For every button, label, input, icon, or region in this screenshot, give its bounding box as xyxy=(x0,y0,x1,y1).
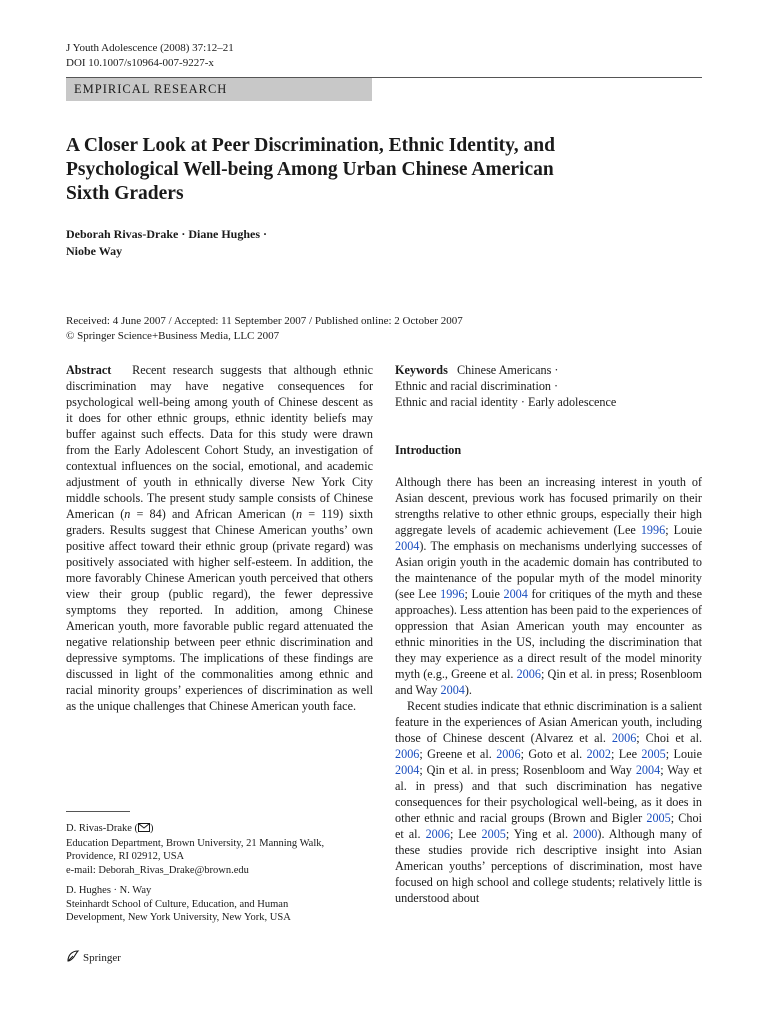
keywords-label: Keywords xyxy=(395,363,448,377)
publisher-footer xyxy=(66,949,121,966)
publisher-name: Springer xyxy=(83,951,121,964)
springer-logo-icon xyxy=(66,949,80,966)
citation-link[interactable]: 2004 xyxy=(440,683,465,697)
intro-text: ; Choi et al. xyxy=(395,811,702,841)
introduction-body xyxy=(395,474,702,906)
citation-link[interactable]: 2006 xyxy=(516,667,541,681)
abstract-label: Abstract xyxy=(66,363,112,377)
intro-text: Recent studies indicate that ethnic discrimination is a salient feature in the experiences of Asian American youth, including those of Chinese descent (Alvarez et al. xyxy=(395,699,702,745)
intro-text: ; Goto et al. xyxy=(520,747,587,761)
affiliation-1-email: e-mail: Deborah_Rivas_Drake@brown.edu xyxy=(66,864,249,876)
intro-paragraph-2 xyxy=(395,698,702,906)
intro-text: ; Way et al. in press) and that such discrimination has negative consequences for their psychological well-being, as it does in other ethnic and racial groups (Brown and Bigler xyxy=(395,763,702,825)
intro-text: ; Louie xyxy=(665,747,702,761)
sample-size-symbol: n xyxy=(124,507,131,521)
keywords-line-1: Chinese Americans · xyxy=(456,363,559,377)
citation-link[interactable]: 2004 xyxy=(395,763,420,777)
copyright-line: © Springer Science+Business Media, LLC 2007 xyxy=(66,330,280,342)
affiliation-2-name: D. Hughes · N. Way xyxy=(66,885,152,896)
abstract-text-1: Recent research suggests that although ethnic discrimination may have negative consequences for psychological well-being among youth of Chinese descent as it does for other ethnic groups, ethnic identity beliefs may buffer against such effects. Data for this study were drawn from the Early Adolescent Cohort Study, an investigation of contextual influences on the social, emotional, and academic adjustment of youth in ethnically diverse New York City middle schools. The present study sample consists of Chinese American ( xyxy=(66,363,373,521)
citation-link[interactable]: 1996 xyxy=(440,587,465,601)
section-banner: EMPIRICAL RESEARCH xyxy=(66,78,372,101)
intro-text: ; Lee xyxy=(449,827,482,841)
citation-link[interactable]: 2006 xyxy=(425,827,450,841)
citation-link[interactable]: 1996 xyxy=(640,523,666,537)
citation-link[interactable]: 2005 xyxy=(481,827,506,841)
sample-size-symbol: n xyxy=(295,507,303,521)
abstract-text-3: = 119) sixth graders. Results suggest that Chinese American youths’ own positive affect toward their ethnic group (private regard) was positively associated with higher self-esteem. In addition, the more favorably Chinese American youth perceived that others view their group (public regard), the fewer depressive symptoms they reported. In addition, among Chinese American youth, more favorable public regard attenuated the negative relationship between peer ethnic discrimination and depressive symptoms. The implications of these findings are discussed in light of the commonalities among ethnic and racial minority groups’ experiences of discrimination as well as the unique challenges that Chinese American youth face. xyxy=(66,507,374,713)
journal-header xyxy=(66,41,234,71)
affiliation-2 xyxy=(66,884,291,925)
intro-text: ; Greene et al. xyxy=(419,747,497,761)
abstract xyxy=(66,362,373,714)
intro-text: Although there has been an increasing interest in youth of Asian descent, previous work has focused primarily on their strengths relative to other ethnic groups, especially their high aggregate levels of academic achievement (Lee xyxy=(395,475,702,537)
citation-link[interactable]: 2000 xyxy=(573,827,598,841)
article-title: A Closer Look at Peer Discrimination, Ethnic Identity, and Psychological Well-being Among Urban Chinese American Sixth Graders xyxy=(66,135,555,204)
intro-text: ). Although many of these studies provide rich descriptive insight into Asian American youths’ perceptions of discrimination, most have focused on high school and college students; relatively little is understood about xyxy=(395,827,702,905)
intro-text: ; Louie xyxy=(464,587,504,601)
affiliation-2-address-2: Development, New York University, New York, USA xyxy=(66,912,291,923)
citation-link[interactable]: 2006 xyxy=(496,747,521,761)
footnote-rule xyxy=(66,811,130,812)
intro-paragraph-1 xyxy=(395,474,702,698)
journal-citation: J Youth Adolescence (2008) 37:12–21 xyxy=(66,42,234,54)
intro-text: ; Louie xyxy=(665,523,702,537)
citation-link[interactable]: 2006 xyxy=(611,731,637,745)
citation-link[interactable]: 2004 xyxy=(635,763,661,777)
keywords-line-3: Ethnic and racial identity · Early adolescence xyxy=(395,395,617,409)
intro-text: ; Qin et al. in press; Rosenbloom and Way xyxy=(395,667,702,697)
affiliation-1-address-2: Providence, RI 02912, USA xyxy=(66,851,185,862)
publication-history xyxy=(66,314,463,344)
intro-text: ). The emphasis on mechanisms underlying successes of Asian origin youth in the academic domain has contributed to the maintenance of the popular myth of the model minority (see Lee xyxy=(395,539,702,601)
affiliation-1: D. Rivas-Drake ( ) Education Department, Brown University, 21 Manning Walk, Providence, RI 02912, USA e-mail: Deborah_Rivas_Drake@brown.edu xyxy=(66,823,325,876)
citation-link[interactable]: 2004 xyxy=(395,539,420,553)
introduction-heading: Introduction xyxy=(395,443,462,457)
affiliation-1-name: D. Rivas-Drake ( xyxy=(66,823,139,834)
keywords-line-2: Ethnic and racial discrimination · xyxy=(395,379,559,393)
citation-link[interactable]: 2005 xyxy=(641,747,666,761)
affiliation-1-address-1: Education Department, Brown University, 21 Manning Walk, xyxy=(66,837,325,849)
keywords xyxy=(395,362,705,410)
dates-line: Received: 4 June 2007 / Accepted: 11 September 2007 / Published online: 2 October 2007 xyxy=(66,315,463,327)
citation-link[interactable]: 2002 xyxy=(586,747,611,761)
intro-text: ). xyxy=(464,683,472,697)
authors-line-1: Deborah Rivas-Drake · Diane Hughes · xyxy=(66,227,268,241)
intro-text: ; Choi et al. xyxy=(636,731,703,745)
email-envelope-icon xyxy=(138,823,150,837)
citation-link[interactable]: 2006 xyxy=(395,747,420,761)
intro-text: ; Qin et al. in press; Rosenbloom and Way xyxy=(419,763,636,777)
authors-line-2: Niobe Way xyxy=(66,244,123,258)
affiliation-2-address-1: Steinhardt School of Culture, Education, and Human xyxy=(66,898,289,910)
intro-text: for critiques of the myth and these approaches). Less attention has been paid to the experiences of oppression that Asian American youth may encounter as ethnic minorities in the US, including the discrimination that they may experience as a direct result of the model minority myth (e.g., Greene et al. xyxy=(395,587,702,681)
abstract-text-2: = 84) and African American ( xyxy=(130,507,296,521)
author-list xyxy=(66,226,366,260)
intro-text: ; Lee xyxy=(610,747,642,761)
citation-link[interactable]: 2005 xyxy=(646,811,671,825)
citation-link[interactable]: 2004 xyxy=(503,587,528,601)
doi: DOI 10.1007/s10964-007-9227-x xyxy=(66,57,214,69)
intro-text: ; Ying et al. xyxy=(505,827,574,841)
